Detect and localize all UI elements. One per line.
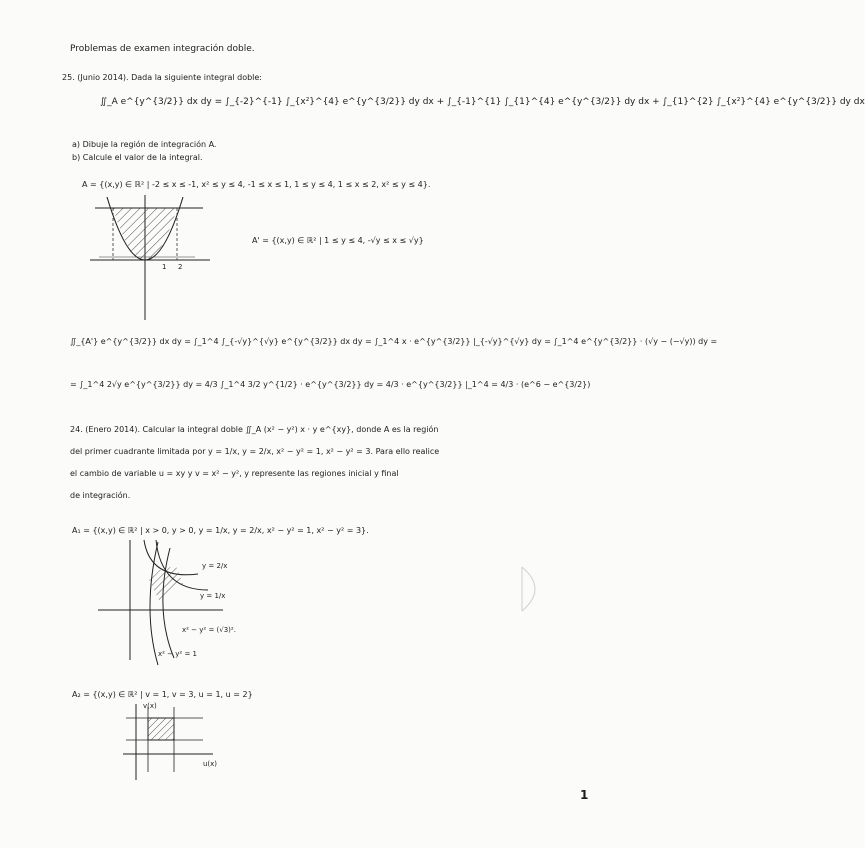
problem-24-line-2: del primer cuadrante limitada por y = 1/x, y = 2/x, x² − y² = 1, x² − y² = 3. Para ello realice	[70, 447, 440, 456]
calculation-line-2: = ∫_1^4 2√y e^{y^{3/2}} dy = 4/3 ∫_1^4 3/2 y^{1/2} · e^{y^{3/2}} dy = 4/3 · e^{y^{3/2}} |_1^4 = 4/3 · (e^6 − e^{3/2})	[70, 380, 591, 389]
region-a1-definition: A₁ = {(x,y) ∈ ℝ² | x > 0, y > 0, y = 1/x, y = 2/x, x² − y² = 1, x² − y² = 3}.	[72, 526, 369, 535]
hatched-region	[113, 208, 177, 261]
region-a-figure	[85, 195, 220, 320]
region-a-definition: A = {(x,y) ∈ ℝ² | -2 ≤ x ≤ -1, x² ≤ y ≤ 4, -1 ≤ x ≤ 1, 1 ≤ y ≤ 4, 1 ≤ x ≤ 2, x² ≤ y ≤ 4}.	[82, 180, 431, 189]
problem-24-line-1: 24. (Enero 2014). Calcular la integral doble ∬_A (x² − y²) x · y e^{xy}, donde A es la región	[70, 425, 439, 434]
label-y-1-over-x: y = 1/x	[200, 592, 226, 600]
curve-hyperbola-3	[163, 548, 174, 658]
show-through-mark	[520, 565, 550, 615]
region-a-prime-definition: A' = {(x,y) ∈ ℝ² | 1 ≤ y ≤ 4, -√y ≤ x ≤ √y}	[252, 236, 424, 245]
label-hyperbola-1: x² − y² = 1	[158, 650, 197, 658]
problem-24-line-4: de integración.	[70, 491, 131, 500]
problem-25-integral: ∬_A e^{y^{3/2}} dx dy = ∫_{-2}^{-1} ∫_{x²}^{4} e^{y^{3/2}} dy dx + ∫_{-1}^{1} ∫_{1}^{4} e^{y^{3/2}} dy dx + ∫_{1}^{2} ∫_{x²}^{4} e^{y^{3/2}} dy dx	[100, 97, 865, 107]
part-b-text: b) Calcule el valor de la integral.	[72, 153, 203, 162]
axis-label-v: v(x)	[143, 702, 157, 710]
page-title: Problemas de examen integración doble.	[70, 44, 255, 54]
label-hyperbola-3: x² − y² = (√3)².	[182, 626, 236, 634]
region-a2-figure	[118, 702, 218, 782]
axis-label-u: u(x)	[203, 760, 218, 768]
calculation-line-1: ∬_{A'} e^{y^{3/2}} dx dy = ∫_1^4 ∫_{-√y}^{√y} e^{y^{3/2}} dx dy = ∫_1^4 x · e^{y^{3/2}} |_{-√y}^{√y} dy = ∫_1^4 e^{y^{3/2}} · (√y − (−√y)) dy =	[70, 337, 718, 346]
page-number: 1	[580, 788, 589, 802]
hatched-rectangle	[148, 718, 174, 740]
part-a-text: a) Dibuje la región de integración A.	[72, 140, 217, 149]
label-y-2-over-x: y = 2/x	[202, 562, 228, 570]
problem-24-line-3: el cambio de variable u = xy y v = x² − y², y represente las regiones inicial y final	[70, 469, 399, 478]
tick-label-1: 1	[162, 263, 167, 271]
tick-label-2: 2	[178, 263, 183, 271]
region-a2-definition: A₂ = {(x,y) ∈ ℝ² | v = 1, v = 3, u = 1, u = 2}	[72, 690, 253, 699]
problem-25-heading: 25. (Junio 2014). Dada la siguiente integral doble:	[62, 73, 262, 82]
